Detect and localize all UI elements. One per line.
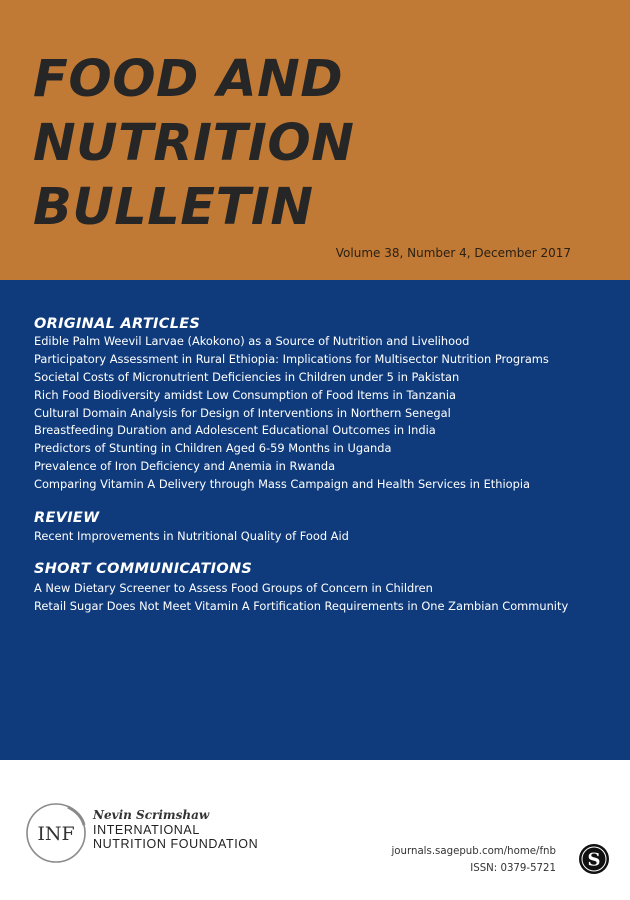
article-title: Edible Palm Weevil Larvae (Akokono) as a Source of Nutrition and Livelihood <box>34 334 470 348</box>
article-title: Societal Costs of Micronutrient Deficiencies in Children under 5 in Pakistan <box>34 369 460 384</box>
article-title: Rich Food Biodiversity amidst Low Consumption of Food Items in Tanzania <box>34 387 457 402</box>
article-title: Breastfeeding Duration and Adolescent Educational Outcomes in India <box>34 423 436 438</box>
original-articles-list <box>34 333 549 494</box>
article-title: Recent Improvements in Nutritional Quality of Food Aid <box>34 529 349 543</box>
journal-title-line: BULLETIN <box>33 178 314 237</box>
inf-logo-icon <box>24 801 88 865</box>
journal-title <box>33 48 354 240</box>
sage-logo-icon <box>578 843 610 875</box>
short-communications-list <box>34 580 568 616</box>
section-heading-short-communications: SHORT COMMUNICATIONS <box>34 561 253 577</box>
journal-title-line: FOOD AND <box>33 50 344 109</box>
review-list <box>34 528 349 546</box>
article-title: Predictors of Stunting in Children Aged 6-59 Months in Uganda <box>34 441 392 456</box>
issn: ISSN: 0379-5721 <box>470 863 556 874</box>
inf-logo-text: INF <box>37 823 75 845</box>
section-heading-review: REVIEW <box>34 510 100 526</box>
foundation-name <box>93 808 258 851</box>
sage-logo-text: S <box>587 849 601 871</box>
foundation-line-1: INTERNATIONAL <box>93 823 200 837</box>
section-heading-original-articles: ORIGINAL ARTICLES <box>34 316 201 332</box>
article-title: A New Dietary Screener to Assess Food Groups of Concern in Children <box>34 581 433 595</box>
issue-info: Volume 38, Number 4, December 2017 <box>335 246 571 260</box>
journal-url: journals.sagepub.com/home/fnb <box>391 846 556 857</box>
article-title: Cultural Domain Analysis for Design of Interventions in Northern Senegal <box>34 405 451 420</box>
publisher-info <box>391 843 556 877</box>
article-title: Retail Sugar Does Not Meet Vitamin A Fortification Requirements in One Zambian Community <box>34 598 569 613</box>
article-title: Prevalence of Iron Deficiency and Anemia in Rwanda <box>34 459 336 474</box>
foundation-tagline: Nevin Scrimshaw <box>93 808 210 822</box>
cover-top-band <box>0 0 630 280</box>
journal-title-line: NUTRITION <box>33 114 355 173</box>
article-title: Comparing Vitamin A Delivery through Mass Campaign and Health Services in Ethiopia <box>34 477 530 492</box>
foundation-line-2: NUTRITION FOUNDATION <box>93 837 259 851</box>
article-title: Participatory Assessment in Rural Ethiopia: Implications for Multisector Nutrition Programs <box>34 351 549 366</box>
